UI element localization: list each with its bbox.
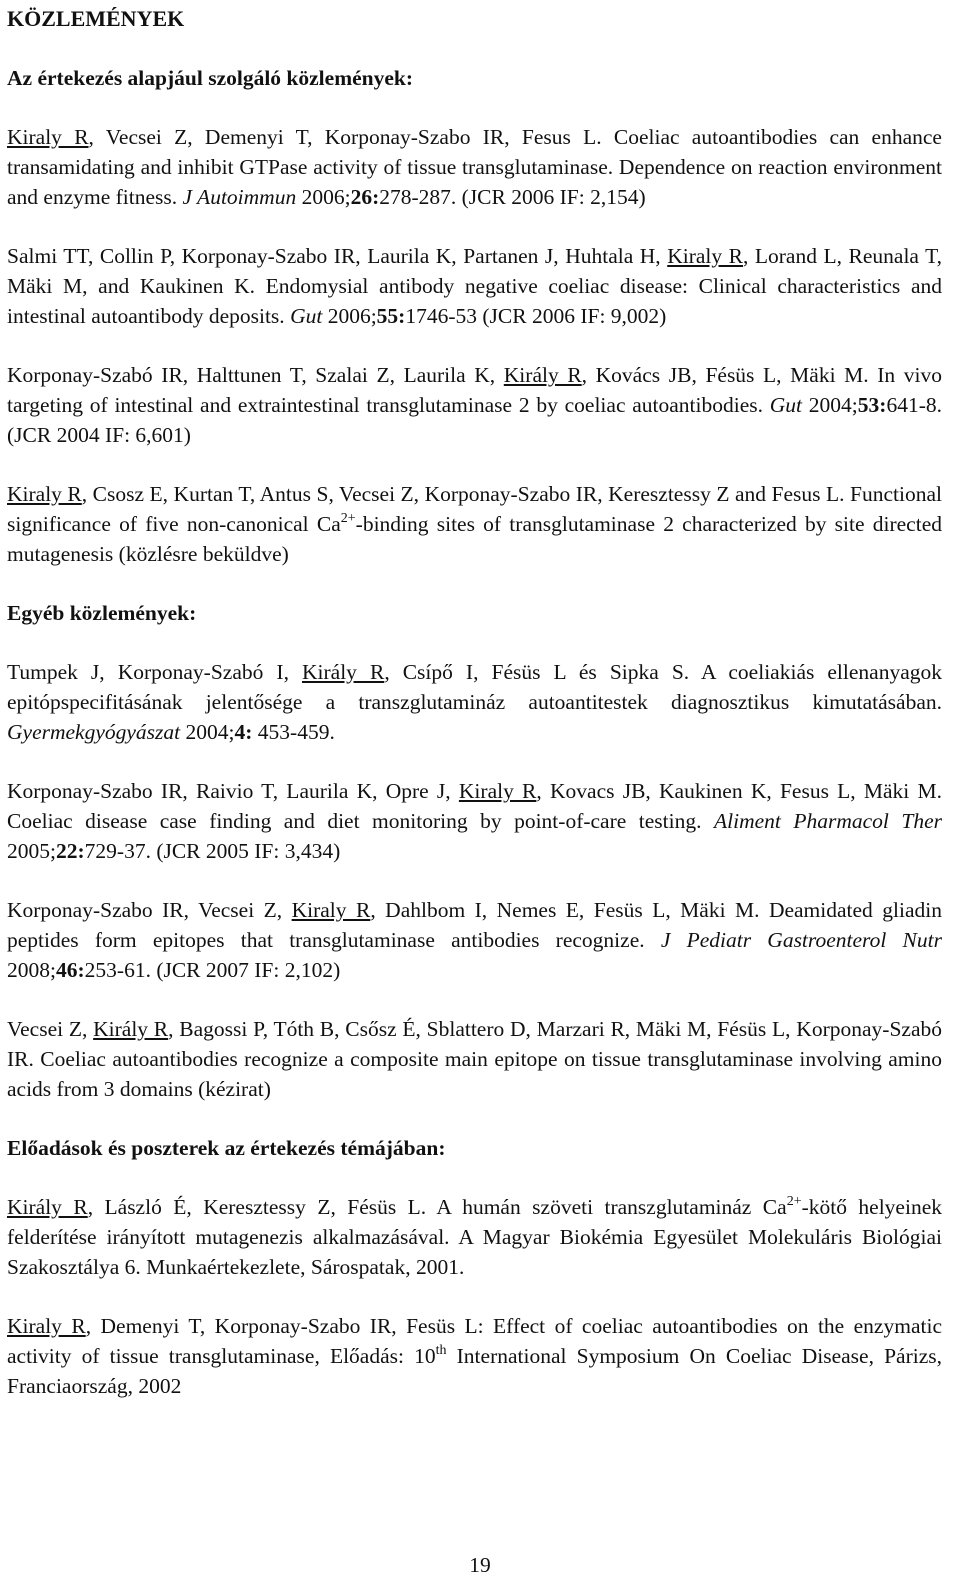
reference-year: 2006;	[296, 185, 351, 209]
own-author-name: Kiraly R	[7, 482, 82, 506]
reference-text: , Kovacs JB, Kaukinen K, Fesus L, Mäki M. Coeliac disease case finding and diet monitoring by point-of-care testing.	[7, 779, 942, 833]
reference-item	[7, 479, 942, 569]
reference-text: , Csosz E, Kurtan T, Antus S, Vecsei Z, Korponay-Szabo IR, Keresztessy Z and Fesus L. Functional significance of five non-canonical Ca	[7, 482, 942, 536]
journal-volume: 4:	[234, 720, 253, 744]
own-author-name: Kiraly R	[667, 244, 743, 268]
own-author-name: Király R	[93, 1017, 169, 1041]
reference-text: Korponay-Szabo IR, Vecsei Z,	[7, 898, 292, 922]
own-author-name: Király R	[503, 363, 582, 387]
page-heading: KÖZLEMÉNYEK	[7, 6, 185, 31]
reference-item	[7, 122, 942, 212]
reference-item	[7, 241, 942, 331]
reference-text: , Kovács JB, Fésüs L, Mäki M. In vivo targeting of intestinal and extraintestinal transglutaminase 2 by coeliac autoantibodies.	[7, 363, 942, 417]
reference-text: , László É, Keresztessy Z, Fésüs L. A humán szöveti transzglutamináz Ca	[87, 1195, 787, 1219]
reference-text: -binding sites of transglutaminase 2 characterized by site directed mutagenesis (közlésre beküldve)	[7, 512, 942, 566]
reference-item	[7, 1014, 942, 1104]
reference-text: , Demenyi T, Korponay-Szabo IR, Fesüs L: Effect of coeliac autoantibodies on the enzymatic activity of tissue transglutaminase, Előadás: 10	[7, 1314, 942, 1368]
reference-year: 2005;	[7, 839, 56, 863]
reference-pages: 253-61. (JCR 2007 IF: 2,102)	[84, 958, 341, 982]
reference-text: Korponay-Szabo IR, Raivio T, Laurila K, Opre J,	[7, 779, 459, 803]
journal-name: Gyermekgyógyászat	[7, 720, 181, 744]
journal-name: J Pediatr Gastroenterol Nutr	[660, 928, 942, 952]
superscript: th	[435, 1343, 447, 1358]
reference-item	[7, 657, 942, 747]
own-author-name: Király R	[302, 660, 385, 684]
reference-text: Korponay-Szabó IR, Halttunen T, Szalai Z, Laurila K,	[7, 363, 504, 387]
reference-text: , Csípő I, Fésüs L és Sipka S. A coeliakiás ellenanyagok epitópspecifitásának jelentősége a transzglutamináz autoantitestek diagnosztikus kimutatásában.	[7, 660, 943, 714]
reference-pages: 641-8. (JCR 2004 IF: 6,601)	[7, 393, 942, 447]
journal-volume: 22:	[55, 839, 85, 863]
reference-item	[7, 360, 942, 450]
reference-item	[7, 776, 942, 866]
journal-name: Aliment Pharmacol Ther	[713, 809, 942, 833]
reference-item	[7, 1192, 942, 1282]
journal-name: Gut	[769, 393, 803, 417]
reference-item	[7, 895, 942, 985]
reference-pages: 729-37. (JCR 2005 IF: 3,434)	[84, 839, 341, 863]
reference-pages: 453-459.	[252, 720, 335, 744]
journal-volume: 26:	[350, 185, 380, 209]
reference-text: Tumpek J, Korponay-Szabó I,	[7, 660, 302, 684]
document-page	[7, 4, 942, 1401]
reference-year: 2006;	[322, 304, 377, 328]
superscript: 2+	[786, 1194, 802, 1209]
reference-text: , Bagossi P, Tóth B, Csősz É, Sblattero D, Marzari R, Mäki M, Fésüs L, Korponay-Szabó IR. Coeliac autoantibodies recognize a composite main epitope on tissue transglutaminase involving amino acids from 3 domains (kézirat)	[7, 1017, 942, 1101]
own-author-name: Kiraly R	[7, 1314, 86, 1338]
reference-item	[7, 1311, 942, 1401]
reference-text: International Symposium On Coeliac Disease, Párizs, Franciaország, 2002	[7, 1344, 942, 1398]
section-title-other: Egyéb közlemények:	[7, 601, 197, 625]
own-author-name: Kiraly R	[291, 898, 371, 922]
journal-name: Gut	[290, 304, 323, 328]
own-author-name: Király R	[7, 1195, 88, 1219]
own-author-name: Kiraly R	[7, 125, 89, 149]
section-title-thesis: Az értekezés alapjául szolgáló közlemények:	[7, 66, 414, 90]
reference-year: 2004;	[180, 720, 235, 744]
reference-text: , Dahlbom I, Nemes E, Fesüs L, Mäki M. Deamidated gliadin peptides form epitopes that transglutaminase antibodies recognize.	[7, 898, 942, 952]
page-number: 19	[469, 1553, 491, 1577]
reference-year: 2004;	[802, 393, 858, 417]
journal-volume: 46:	[55, 958, 85, 982]
reference-year: 2008;	[7, 958, 56, 982]
reference-text: Salmi TT, Collin P, Korponay-Szabo IR, Laurila K, Partanen J, Huhtala H,	[7, 244, 668, 268]
journal-volume: 55:	[376, 304, 406, 328]
reference-text: , Vecsei Z, Demenyi T, Korponay-Szabo IR, Fesus L. Coeliac autoantibodies can enhance transamidating and inhibit GTPase activity of tissue transglutaminase. Dependence on reaction environment and enzyme fitness.	[7, 125, 942, 209]
own-author-name: Kiraly R	[458, 779, 537, 803]
reference-text: Vecsei Z,	[7, 1017, 94, 1041]
journal-volume: 53:	[857, 393, 887, 417]
superscript: 2+	[340, 511, 356, 526]
journal-name: J Autoimmun	[182, 185, 297, 209]
reference-text: -kötő helyeinek felderítése irányított mutagenezis alkalmazásával. A Magyar Biokémia Egyesület Molekuláris Biológiai Szakosztálya 6. Munkaértekezlete, Sárospatak, 2001.	[7, 1195, 942, 1279]
reference-text: , Lorand L, Reunala T, Mäki M, and Kaukinen K. Endomysial antibody negative coeliac disease: Clinical characteristics and intestinal autoantibody deposits.	[7, 244, 943, 328]
section-title-talks: Előadások és poszterek az értekezés témájában:	[7, 1136, 446, 1160]
reference-pages: 1746-53 (JCR 2006 IF: 9,002)	[405, 304, 667, 328]
reference-pages: 278-287. (JCR 2006 IF: 2,154)	[379, 185, 646, 209]
